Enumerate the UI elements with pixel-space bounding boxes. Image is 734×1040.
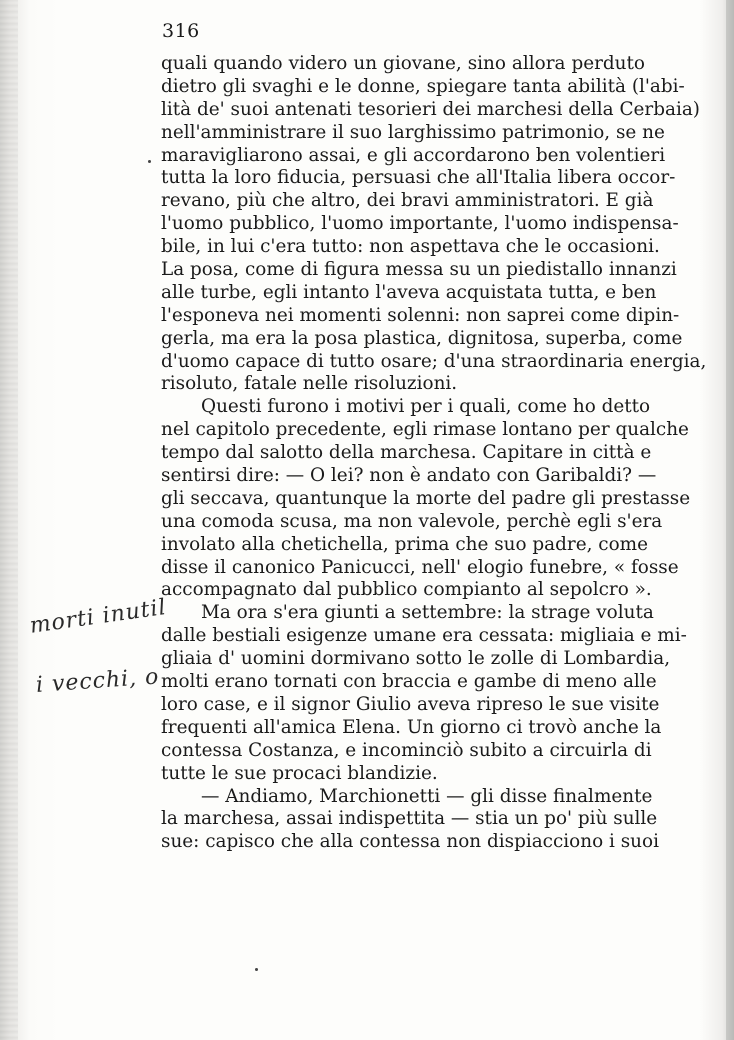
text-line: alle turbe, egli intanto l'aveva acquistata tutta, e ben [161, 281, 657, 303]
text-line: una comoda scusa, ma non valevole, perchè egli s'era [161, 510, 663, 532]
text-line: la marchesa, assai indispettita — stia un po' più sulle [161, 808, 658, 830]
text-line: tempo dal salotto della marchesa. Capitare in città e [161, 442, 652, 464]
text-line: contessa Costanza, e incominciò subito a circuirla di [161, 739, 652, 761]
text-line: involato alla chetichella, prima che suo padre, come [161, 533, 648, 555]
text-line: frequenti all'amica Elena. Un giorno ci trovò anche la [161, 716, 662, 738]
text-line: nel capitolo precedente, egli rimase lontano per qualche [161, 419, 689, 441]
text-line: l'esponeva nei momenti solenni: non saprei come dipin- [161, 304, 680, 326]
text-line: revano, più che altro, dei bravi amministratori. E già [161, 190, 654, 212]
text-line: d'uomo capace di tutto osare; d'una straordinaria energia, [161, 350, 707, 372]
text-line: tutte le sue procaci blandizie. [161, 762, 438, 784]
text-line: bile, in lui c'era tutto: non aspettava che le occasioni. [161, 236, 660, 258]
page-right-edge [726, 0, 734, 1040]
text-line: tutta la loro fiducia, persuasi che all'Italia libera occor- [161, 167, 676, 189]
text-line: maravigliarono assai, e gli accordarono ben volentieri [161, 144, 666, 166]
text-line: Ma ora s'era giunti a settembre: la strage voluta [201, 602, 654, 624]
text-line: gliaia d' uomini dormivano sotto le zolle di Lombardia, [161, 648, 671, 670]
page-left-edge [0, 0, 18, 1040]
text-line: lità de' suoi antenati tesorieri dei marchesi della Cerbaia) [161, 98, 700, 120]
text-line: accompagnato dal pubblico compianto al sepolcro ». [161, 579, 652, 601]
text-line: dalle bestiali esigenze umane era cessata: migliaia e mi- [161, 625, 687, 647]
body-text [161, 53, 707, 854]
text-line: gli seccava, quantunque la morte del padre gli prestasse [161, 487, 691, 509]
handwritten-margin-note: i vecchi, o [35, 664, 161, 698]
page-number: 316 [162, 20, 200, 42]
text-line: disse il canonico Panicucci, nell' elogio funebre, « fosse [161, 556, 679, 578]
text-line: l'uomo pubblico, l'uomo importante, l'uomo indispensa- [161, 213, 679, 235]
text-line: sue: capisco che alla contessa non dispiacciono i suoi [161, 831, 659, 853]
text-line: Questi furono i motivi per i quali, come ho detto [201, 396, 651, 418]
text-line: nell'amministrare il suo larghissimo patrimonio, se ne [161, 121, 665, 143]
scan-speck [148, 160, 151, 163]
scan-speck [255, 968, 258, 971]
text-line: La posa, come di figura messa su un piedistallo innanzi [161, 259, 677, 281]
text-line: molti erano tornati con braccia e gambe di meno alle [161, 671, 657, 693]
text-line: risoluto, fatale nelle risoluzioni. [161, 373, 458, 395]
text-line: dietro gli svaghi e le donne, spiegare tanta abilità (l'abi- [161, 75, 685, 97]
text-line: loro case, e il signor Giulio aveva ripreso le sue visite [161, 693, 660, 715]
handwritten-margin-note: morti inutil [28, 594, 169, 639]
text-line: sentirsi dire: — O lei? non è andato con Garibaldi? — [161, 465, 657, 487]
text-line: quali quando videro un giovane, sino allora perduto [161, 53, 645, 74]
text-line: — Andiamo, Marchionetti — gli disse finalmente [201, 785, 653, 807]
text-line: gerla, ma era la posa plastica, dignitosa, superba, come [161, 327, 683, 349]
